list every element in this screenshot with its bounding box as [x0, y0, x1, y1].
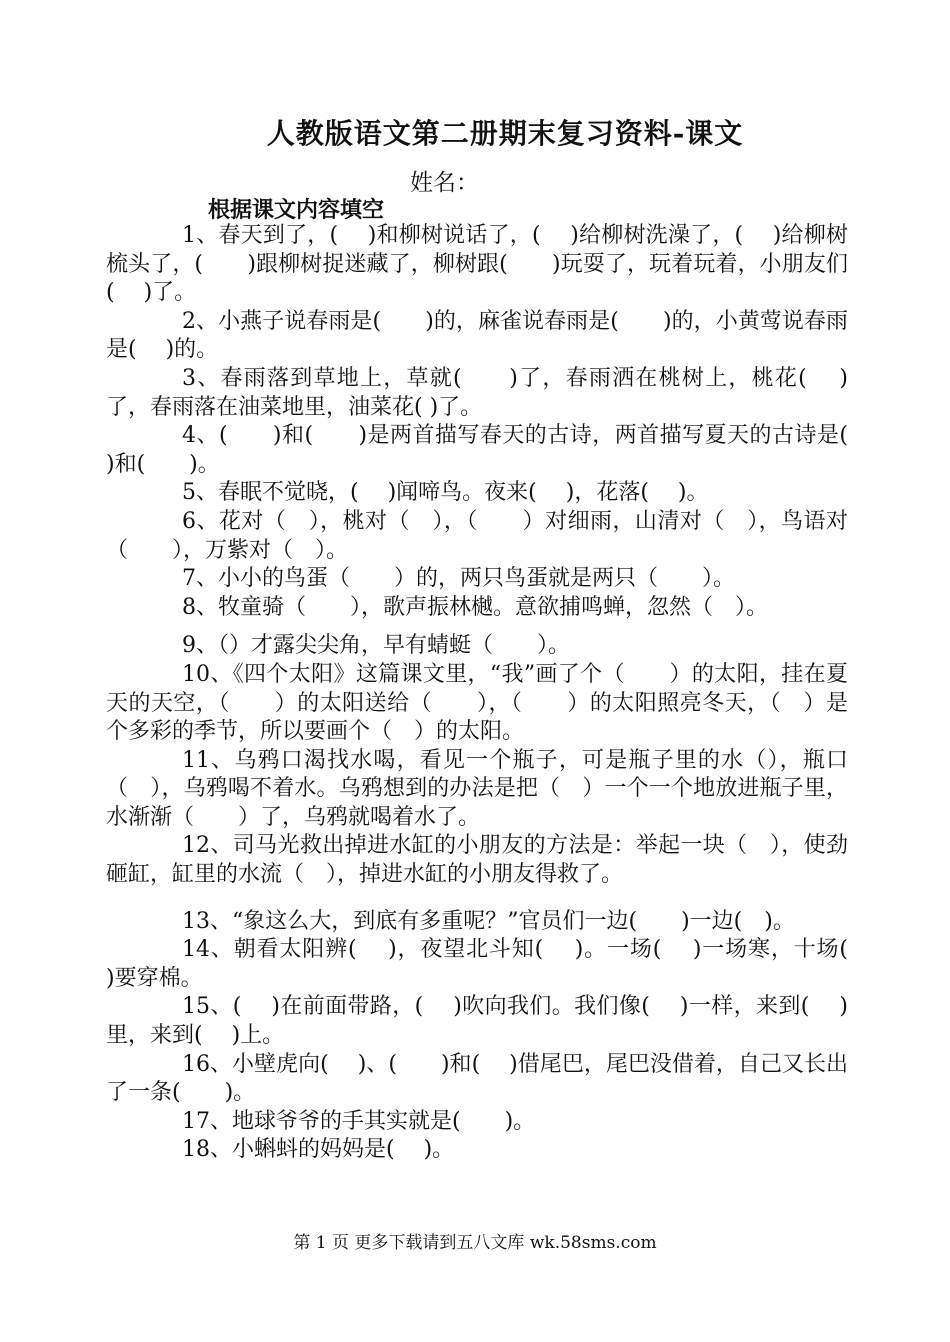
section-heading: 根据课文内容填空 [208, 197, 385, 223]
question-13: 13、“象这么大，到底有多重呢？”官员们一边( )一边( )。 [182, 908, 795, 934]
question-3: 3、春雨落到草地上，草就( )了，春雨洒在桃树上，桃花( )了，春雨落在油菜地里，油菜花( )了。 [106, 365, 848, 420]
question-18: 18、小蝌蚪的妈妈是( )。 [182, 1137, 455, 1163]
question-10: 10、《四个太阳》这篇课文里，“我”画了个（ ）的太阳，挂在夏天的天空，（ ）的太阳送给（ ），（ ）的太阳照亮冬天，（ ）是个多彩的季节，所以要画个（ ）的太阳。 [106, 661, 848, 745]
page-title: 人教版语文第二册期末复习资料-课文 [266, 117, 744, 150]
question-7: 7、小小的鸟蛋（ ）的，两只鸟蛋就是两只（ ）。 [182, 566, 735, 592]
question-1: 1、春天到了，( )和柳树说话了，( )给柳树洗澡了，( )给柳树梳头了，( )跟柳树捉迷藏了，柳树跟( )玩耍了，玩着玩着，小朋友们( )了。 [106, 223, 848, 306]
question-9: 9、（）才露尖尖角，早有蜻蜓（ ）。 [182, 633, 570, 659]
question-5: 5、春眠不觉晓，( )闻啼鸟。夜来( )，花落( )。 [182, 480, 709, 506]
name-label: 姓名： [410, 170, 479, 196]
question-11: 11、乌鸦口渴找水喝，看见一个瓶子，可是瓶子里的水（），瓶口（ ），乌鸦喝不着水。乌鸦想到的办法是把（ ）一个一个地放进瓶子里，水渐渐（ ）了，乌鸦就喝着水了。 [106, 747, 848, 830]
question-15: 15、( )在前面带路，( )吹向我们。我们像( )一样，来到( )里，来到( )上。 [106, 994, 848, 1049]
question-2: 2、小燕子说春雨是( )的，麻雀说春雨是( )的，小黄莺说春雨是( )的。 [106, 308, 848, 363]
question-16: 16、小壁虎向( )、( )和( )借尾巴，尾巴没借着，自己又长出了一条( )。 [106, 1051, 848, 1106]
question-14: 14、朝看太阳辨( )，夜望北斗知( )。一场( )一场寒，十场( )要穿棉。 [106, 937, 877, 991]
question-8: 8、牧童骑（ ），歌声振林樾。意欲捕鸣蝉，忽然（ ）。 [182, 594, 768, 620]
question-list [106, 222, 877, 1165]
question-17: 17、地球爷爷的手其实就是( )。 [182, 1108, 536, 1134]
question-12: 12、司马光救出掉进水缸的小朋友的方法是：举起一块（ ），使劲砸缸，缸里的水流（ ），掉进水缸的小朋友得救了。 [106, 833, 848, 888]
page-footer: 第 1 页 更多下载请到五八文库 wk.58sms.com [293, 1233, 657, 1253]
question-4: 4、( )和( )是两首描写春天的古诗，两首描写夏天的古诗是( )和( )。 [106, 423, 877, 477]
question-6: 6、花对（ ），桃对（ ），（ ）对细雨，山清对（ ），鸟语对（ ），万紫对（ ）。 [106, 508, 848, 563]
